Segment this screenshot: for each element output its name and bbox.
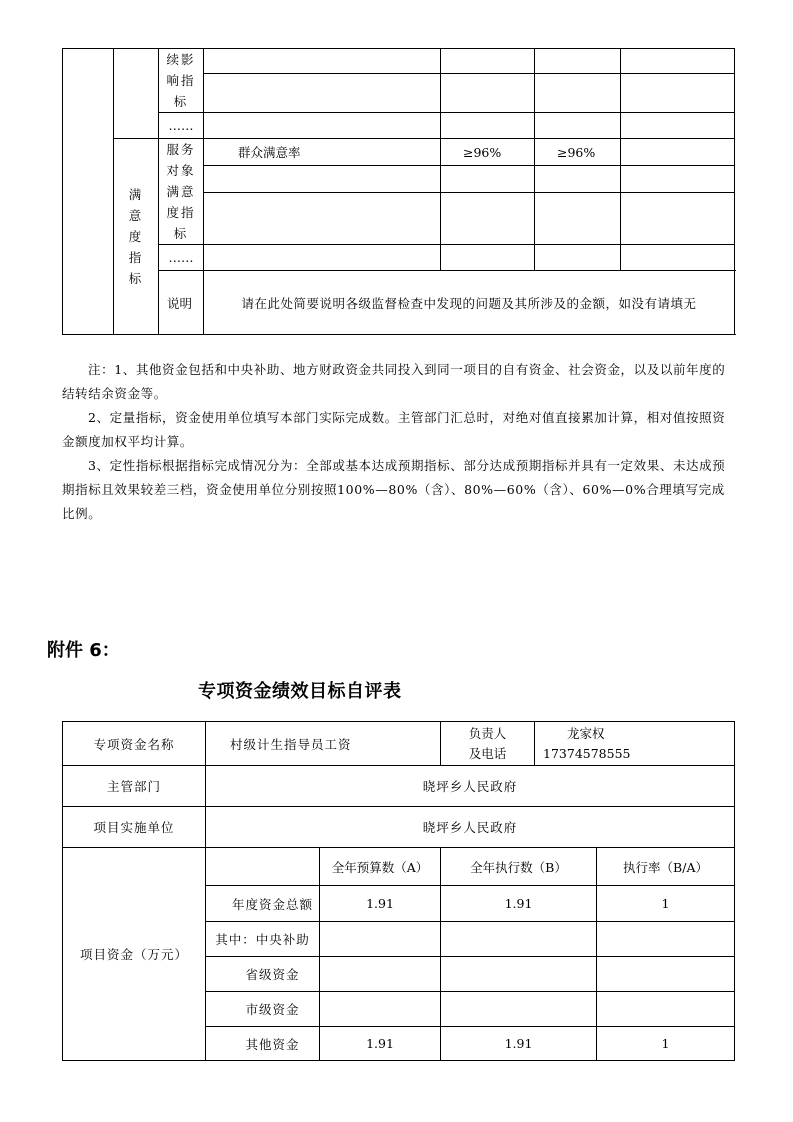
self-evaluation-form [62,721,735,1061]
survey-item: 群众满意率 [204,139,441,166]
level1-category-cell [114,49,159,139]
row-exec [441,957,597,992]
indicator-type-label: 续影响指标 [159,49,204,113]
row-budget: 1.91 [320,1027,441,1061]
note-1: 注：1、其他资金包括和中央补助、地方财政资金共同投入到同一项目的自有资金、社会资金，以及以前年度的结转结余资金等。 [62,362,726,401]
row-label: 年度资金总额 [206,886,320,922]
owner-name: 龙家权 [567,725,605,741]
satisfaction-group-label: 满意度指标 [114,139,159,335]
owner-info [535,722,735,766]
notes-block [62,358,734,526]
note-2: 2、定量指标，资金使用单位填写本部门实际完成数。主管部门汇总时，对绝对值直接累加计算，相对值按照资金额度加权平均计算。 [62,410,726,449]
impl-label: 项目实施单位 [63,807,206,848]
indicator-table [62,48,735,335]
row-budget: 1.91 [320,886,441,922]
dept-value: 晓坪乡人民政府 [206,766,735,807]
row-exec: 1.91 [441,886,597,922]
header-rate: 执行率（B/A） [597,848,735,886]
service-satisfaction-label: 服务对象满意度指标 [159,139,204,245]
row-label: 省级资金 [206,957,320,992]
page-title: 专项资金绩效目标自评表 [198,681,402,702]
note-label: 说明 [159,271,204,335]
owner-phone: 17374578555 [543,745,631,761]
actual-value: ≥96% [535,139,621,166]
header-exec: 全年执行数（B） [441,848,597,886]
ellipsis-cell: …… [159,245,204,271]
row-budget [320,957,441,992]
row-label: 其中：中央补助 [206,922,320,957]
row-rate [597,957,735,992]
fund-name: 村级计生指导员工资 [206,722,441,766]
row-rate [597,992,735,1027]
row-rate: 1 [597,886,735,922]
impl-value: 晓坪乡人民政府 [206,807,735,848]
row-exec [441,922,597,957]
header-budget: 全年预算数（A） [320,848,441,886]
note-3: 3、定性指标根据指标完成情况分为：全部或基本达成预期指标、部分达成预期指标并具有一定效果、未达成预期指标且效果较差三档，资金使用单位分别按照100%—80%（含）、80%—60%（含）、60%—0%合理填写完成比例。 [62,458,726,521]
fund-label: 项目资金（万元） [63,848,206,1061]
owner-label: 负责人 及电话 [441,722,535,766]
row-rate [597,922,735,957]
dept-label: 主管部门 [63,766,206,807]
row-budget [320,992,441,1027]
row-label: 其他资金 [206,1027,320,1061]
target-value: ≥96% [441,139,535,166]
row-exec: 1.91 [441,1027,597,1061]
row-label: 市级资金 [206,992,320,1027]
outer-category-cell [63,49,114,335]
note-text: 请在此处简要说明各级监督检查中发现的问题及其所涉及的金额，如没有请填无 [204,271,735,335]
ellipsis-cell: …… [159,113,204,139]
attachment-label: 附件 6： [47,640,120,661]
row-exec [441,992,597,1027]
fund-name-label: 专项资金名称 [63,722,206,766]
row-rate: 1 [597,1027,735,1061]
row-budget [320,922,441,957]
